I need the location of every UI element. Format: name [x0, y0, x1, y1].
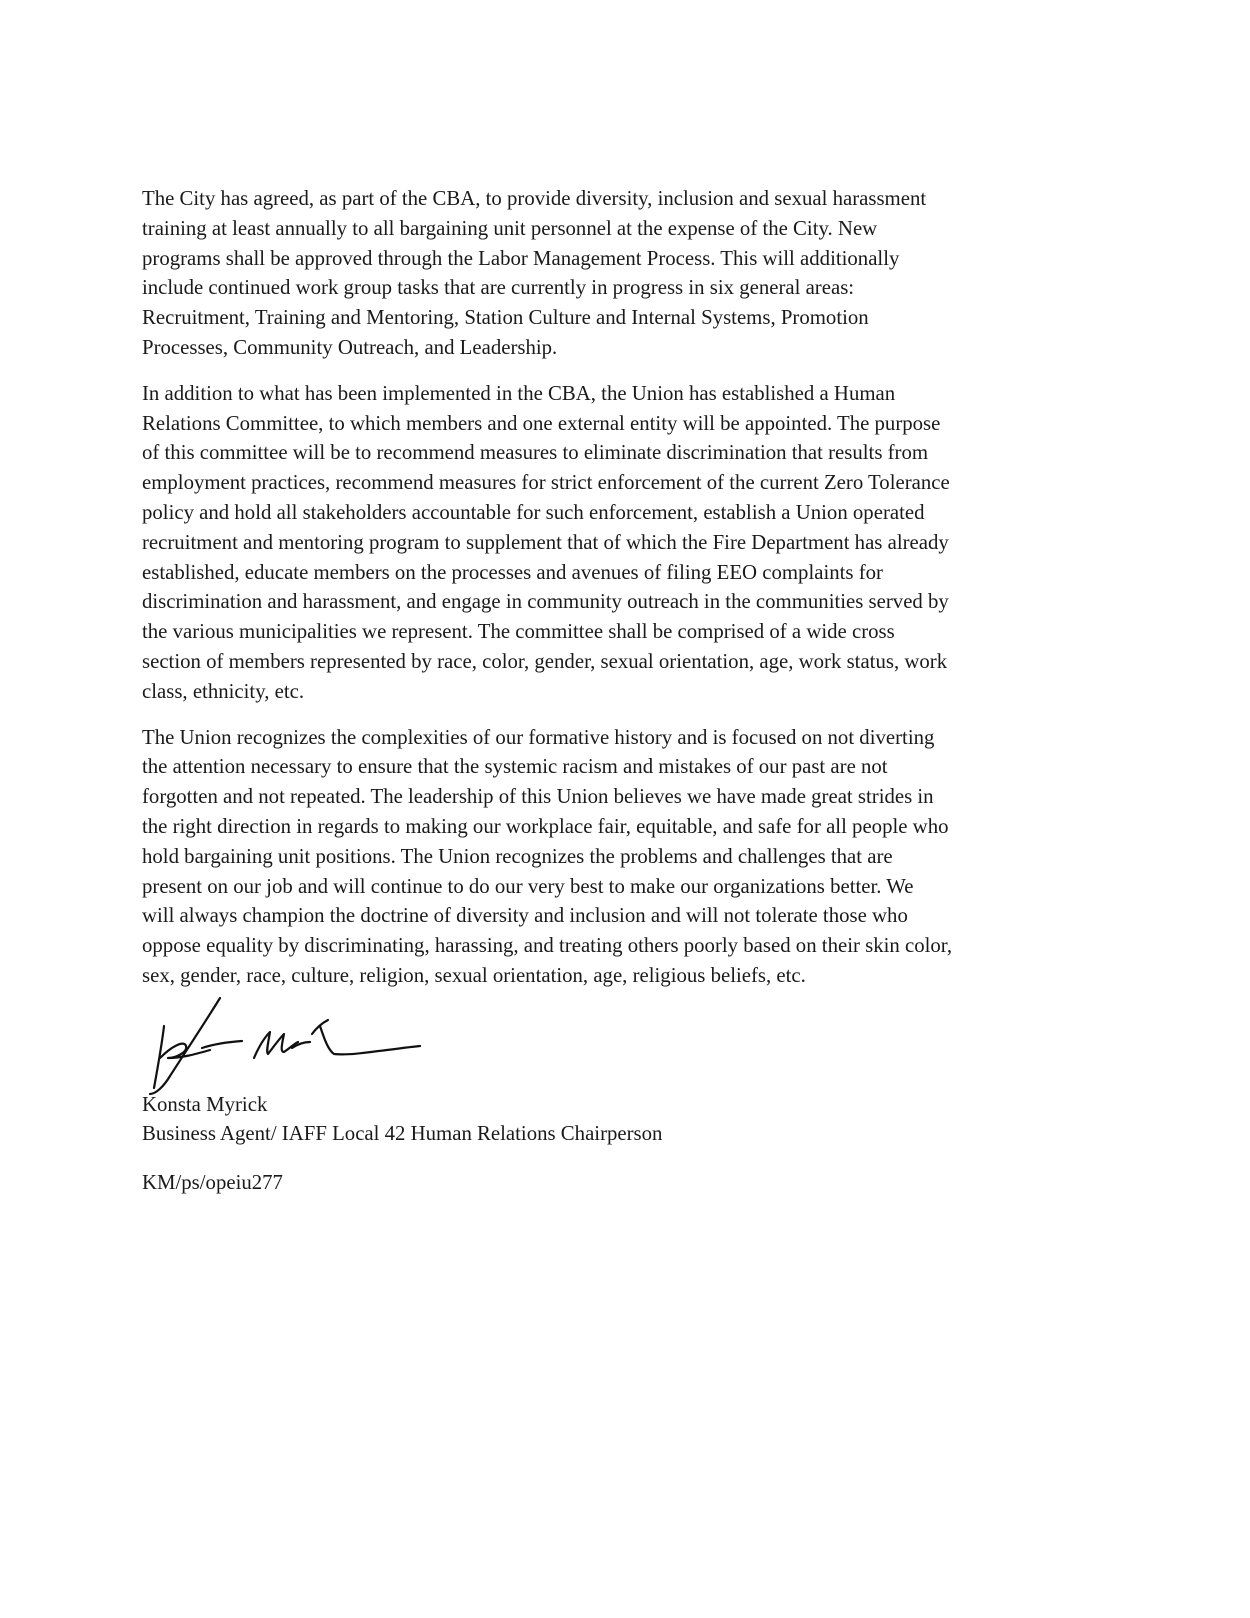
- signature-block: [142, 1090, 662, 1148]
- signer-name: Konsta Myrick: [142, 1093, 268, 1116]
- text-line: recruitment and mentoring program to supplement that of which the Fire Department has already: [142, 530, 949, 554]
- text-line: employment practices, recommend measures for strict enforcement of the current Zero Tolerance: [142, 471, 950, 495]
- text-line: forgotten and not repeated. The leadership of this Union believes we have made great strides in: [142, 785, 934, 809]
- text-line: In addition to what has been implemented in the CBA, the Union has established a Human: [142, 381, 896, 405]
- handwritten-signature-icon: [142, 996, 432, 1096]
- text-line: the right direction in regards to making our workplace fair, equitable, and safe for all people who: [142, 814, 949, 838]
- text-line: The City has agreed, as part of the CBA, to provide diversity, inclusion and sexual harassment: [142, 187, 927, 210]
- text-line: the various municipalities we represent. The committee shall be comprised of a wide cross: [142, 620, 895, 644]
- text-line: Relations Committee, to which members and one external entity will be appointed. The purpose: [142, 411, 941, 435]
- text-line: policy and hold all stakeholders accountable for such enforcement, establish a Union operated: [142, 500, 925, 524]
- text-line: sex, gender, race, culture, religion, sexual orientation, age, religious beliefs, etc.: [142, 963, 806, 987]
- text-line: section of members represented by race, color, gender, sexual orientation, age, work status, work: [142, 649, 948, 673]
- text-line: oppose equality by discriminating, harassing, and treating others poorly based on their skin color,: [142, 934, 953, 958]
- text-line: of this committee will be to recommend measures to eliminate discrimination that results from: [142, 441, 929, 465]
- text-line: present on our job and will continue to do our very best to make our organizations better. We: [142, 874, 914, 898]
- text-line: established, educate members on the processes and avenues of filing EEO complaints for: [142, 560, 883, 584]
- text-line: The Union recognizes the complexities of our formative history and is focused on not diverting: [142, 725, 935, 749]
- text-line: include continued work group tasks that are currently in progress in six general areas:: [142, 276, 855, 300]
- reference-initials: KM/ps/opeiu277: [142, 1171, 283, 1194]
- text-line: will always champion the doctrine of diversity and inclusion and will not tolerate those who: [142, 904, 908, 928]
- text-line: Processes, Community Outreach, and Leadership.: [142, 335, 558, 359]
- paragraph-cba-training: [142, 184, 1102, 363]
- text-line: programs shall be approved through the Labor Management Process. This will additionally: [142, 246, 900, 270]
- paragraph-union-recognition: [142, 723, 1102, 991]
- text-line: class, ethnicity, etc.: [142, 679, 305, 703]
- letter-body: [142, 184, 1102, 1007]
- text-line: the attention necessary to ensure that the systemic racism and mistakes of our past are not: [142, 755, 888, 779]
- signer-title: Business Agent/ IAFF Local 42 Human Relations Chairperson: [142, 1122, 663, 1145]
- text-line: hold bargaining unit positions. The Union recognizes the problems and challenges that are: [142, 844, 893, 868]
- text-line: Recruitment, Training and Mentoring, Station Culture and Internal Systems, Promotion: [142, 306, 869, 330]
- text-line: discrimination and harassment, and engage in community outreach in the communities served by: [142, 590, 949, 614]
- paragraph-human-relations-committee: [142, 379, 1102, 707]
- text-line: training at least annually to all bargaining unit personnel at the expense of the City. New: [142, 216, 878, 240]
